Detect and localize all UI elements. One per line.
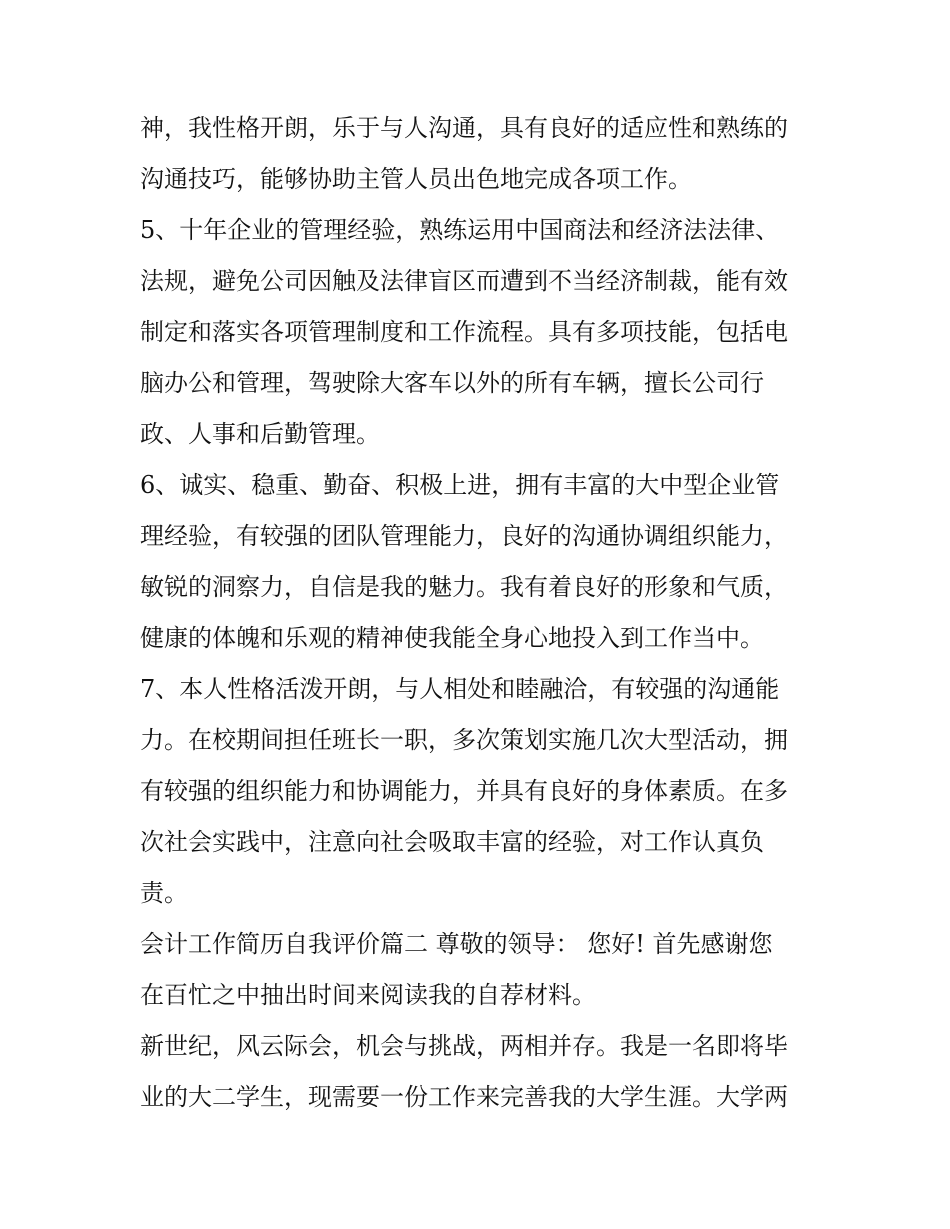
text-line: 次社会实践中，注意向社会吸取丰富的经验，对工作认真负 <box>140 828 764 856</box>
text-line: 责。 <box>140 879 188 907</box>
text-line: 政、人事和后勤管理。 <box>140 420 380 448</box>
text-line: 健康的体魄和乐观的精神使我能全身心地投入到工作当中。 <box>140 624 764 652</box>
text-line: 力。在校期间担任班长一职，多次策划实施几次大型活动，拥 <box>140 726 788 754</box>
text-line: 在百忙之中抽出时间来阅读我的自荐材料。 <box>140 981 596 1009</box>
text-line: 理经验，有较强的团队管理能力，良好的沟通协调组织能力， <box>140 522 788 550</box>
text-line: 新世纪，风云际会，机会与挑战，两相并存。我是一名即将毕 <box>140 1032 788 1060</box>
text-line: 脑办公和管理，驾驶除大客车以外的所有车辆，擅长公司行 <box>140 369 764 397</box>
text-line: 有较强的组织能力和协调能力，并具有良好的身体素质。在多 <box>140 777 788 805</box>
text-line: 业的大二学生，现需要一份工作来完善我的大学生涯。大学两 <box>140 1083 788 1111</box>
document-body <box>140 103 830 1123</box>
text-line: 敏锐的洞察力，自信是我的魅力。我有着良好的形象和气质， <box>140 573 788 601</box>
text-line: 6、诚实、稳重、勤奋、积极上进，拥有丰富的大中型企业管 <box>140 471 780 499</box>
text-line: 会计工作简历自我评价篇二 尊敬的领导： 您好! 首先感谢您 <box>140 930 773 958</box>
text-line: 5、十年企业的管理经验，熟练运用中国商法和经济法法律、 <box>140 216 780 244</box>
text-line: 制定和落实各项管理制度和工作流程。具有多项技能，包括电 <box>140 318 788 346</box>
text-line: 神，我性格开朗，乐于与人沟通，具有良好的适应性和熟练的 <box>140 114 788 142</box>
text-line: 沟通技巧，能够协助主管人员出色地完成各项工作。 <box>140 165 692 193</box>
text-line: 法规，避免公司因触及法律盲区而遭到不当经济制裁，能有效 <box>140 267 788 295</box>
text-line: 7、本人性格活泼开朗，与人相处和睦融洽，有较强的沟通能 <box>140 675 780 703</box>
